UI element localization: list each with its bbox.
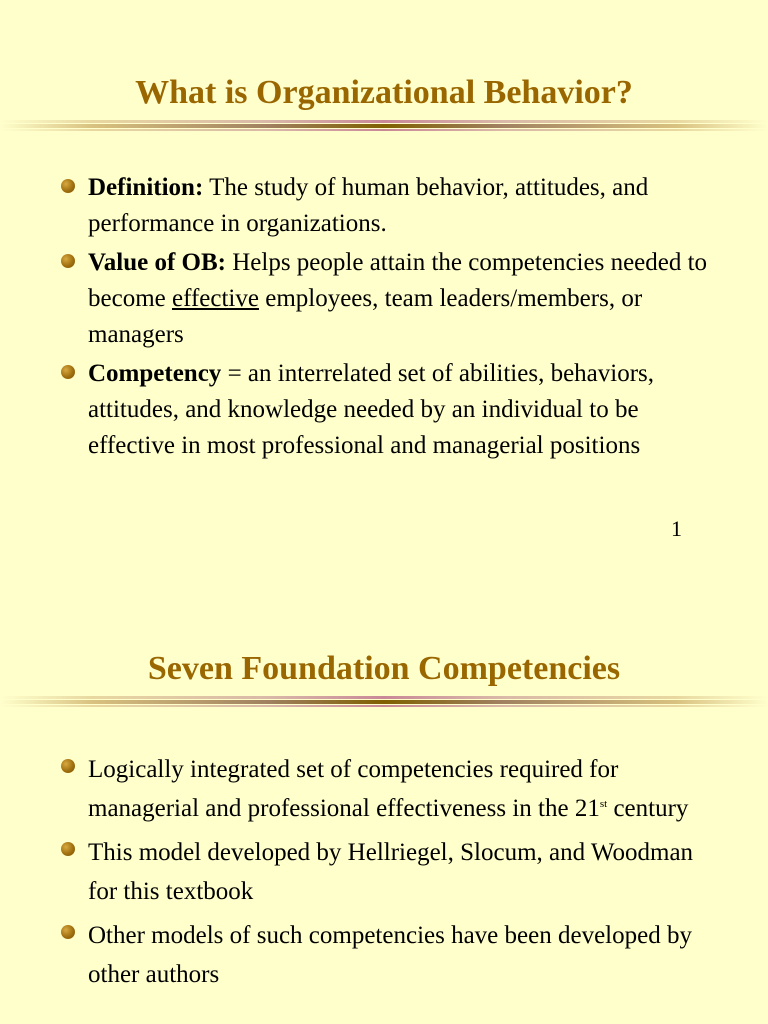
bullet-text: Helps people attain the competencies needed to become (88, 249, 708, 312)
bullet-item-value-of-ob (58, 245, 718, 353)
bullet-item-definition (58, 170, 718, 242)
bullet-icon (61, 179, 75, 193)
bullet-icon (61, 925, 75, 939)
page-number: 1 (671, 516, 682, 541)
bullet-term: Definition: (88, 174, 204, 201)
bullet-text: The study of human behavior, attitudes, and performance in organizations. (88, 174, 649, 237)
bullet-item-competency (58, 356, 718, 464)
slide-title: What is Organizational Behavior? (135, 74, 633, 111)
bullet-list (58, 170, 718, 467)
bullet-icon (61, 759, 75, 773)
bullet-text: employees, team leaders/members, or managers (88, 285, 643, 348)
bullet-list (58, 750, 718, 999)
bullet-term: Value of OB: (88, 249, 226, 276)
bullet-text: century (607, 795, 689, 822)
title-divider (0, 120, 768, 132)
slide-2 (0, 576, 768, 1024)
superscript: st (599, 798, 608, 810)
bullet-text: Logically integrated set of competencies required for managerial and professional effectiveness in the 21 (88, 756, 619, 822)
bullet-term: Competency (88, 360, 222, 387)
bullet-text: = an interrelated set of abilities, behaviors, attitudes, and knowledge needed by an individual to be effective in most professional and managerial positions (88, 360, 655, 459)
bullet-icon (61, 842, 75, 856)
bullet-item-logically-integrated (58, 750, 718, 828)
bullet-icon (61, 254, 75, 268)
title-divider (0, 696, 768, 708)
underlined-word: effective (171, 285, 259, 312)
bullet-item-other-models (58, 916, 718, 994)
bullet-text: Other models of such competencies have been developed by other authors (88, 922, 692, 988)
bullet-text: This model developed by Hellriegel, Slocum, and Woodman for this textbook (88, 839, 694, 905)
slide-title: Seven Foundation Competencies (147, 650, 621, 687)
bullet-item-model-developed (58, 833, 718, 911)
bullet-icon (61, 365, 75, 379)
